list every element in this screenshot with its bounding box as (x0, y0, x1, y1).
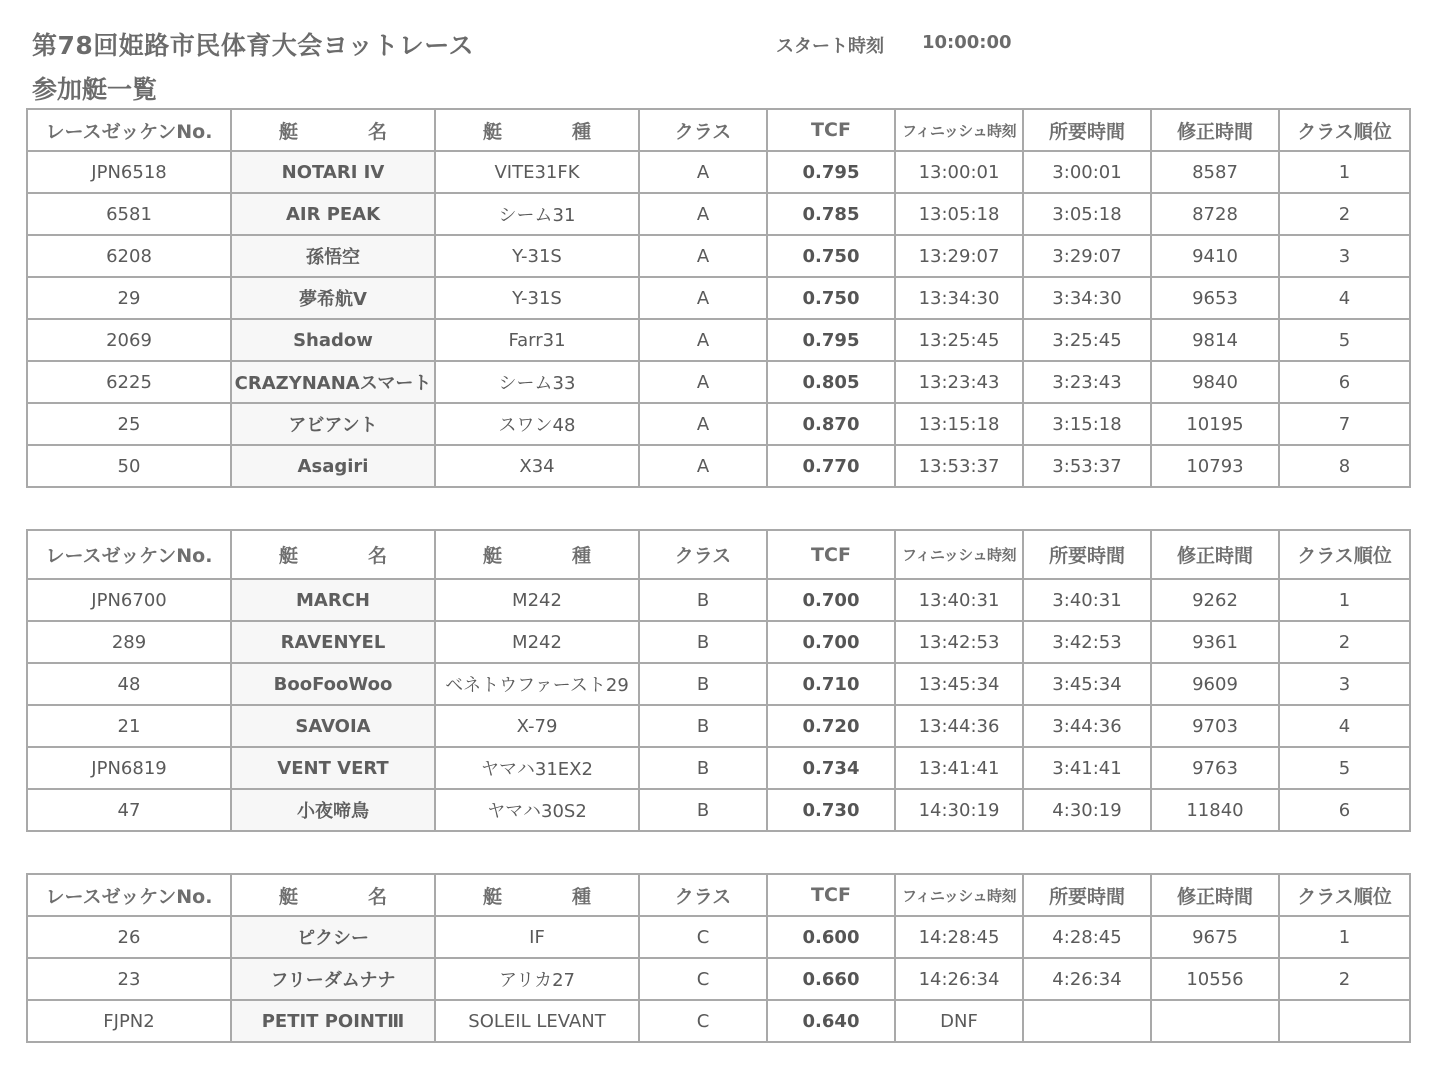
header-boat-type: 艇 種 (435, 874, 639, 916)
cell-tcf: 0.770 (767, 445, 895, 487)
cell-boat-type: アリカ27 (435, 958, 639, 1000)
cell-number: 6581 (27, 193, 231, 235)
start-time-label: スタート時刻 (776, 36, 884, 57)
cell-number: JPN6700 (27, 579, 231, 621)
cell-number: FJPN2 (27, 1000, 231, 1042)
cell-elapsed-time: 3:25:45 (1023, 319, 1151, 361)
cell-tcf: 0.805 (767, 361, 895, 403)
cell-boat-type: IF (435, 916, 639, 958)
cell-class: A (639, 319, 767, 361)
header-finish: フィニッシュ時刻 (895, 874, 1023, 916)
cell-tcf: 0.700 (767, 579, 895, 621)
header-boat-name: 艇 名 (231, 109, 435, 151)
cell-boat-type: スワン48 (435, 403, 639, 445)
cell-boat-type: VITE31FK (435, 151, 639, 193)
cell-class-rank: 2 (1279, 193, 1410, 235)
cell-elapsed-time: 3:29:07 (1023, 235, 1151, 277)
cell-boat-type: Y-31S (435, 277, 639, 319)
header-tcf: TCF (767, 109, 895, 151)
header-boat-name: 艇 名 (231, 530, 435, 579)
cell-finish-time: 13:42:53 (895, 621, 1023, 663)
cell-class: C (639, 958, 767, 1000)
cell-boat-name: SAVOIA (231, 705, 435, 747)
cell-elapsed-time: 3:41:41 (1023, 747, 1151, 789)
cell-boat-name: RAVENYEL (231, 621, 435, 663)
cell-boat-name: ピクシー (231, 916, 435, 958)
cell-boat-type: ヤマハ31EX2 (435, 747, 639, 789)
table-row (27, 319, 1410, 361)
cell-number: 6208 (27, 235, 231, 277)
cell-corrected-time: 9763 (1151, 747, 1279, 789)
cell-corrected-time: 9675 (1151, 916, 1279, 958)
cell-finish-time: DNF (895, 1000, 1023, 1042)
table-row (27, 916, 1410, 958)
header-elapsed: 所要時間 (1023, 109, 1151, 151)
cell-elapsed-time: 3:45:34 (1023, 663, 1151, 705)
cell-class-rank: 8 (1279, 445, 1410, 487)
page-title: 第78回姫路市民体育大会ヨットレース (32, 31, 475, 60)
cell-boat-type: M242 (435, 621, 639, 663)
table-row (27, 1000, 1410, 1042)
header-tcf: TCF (767, 874, 895, 916)
cell-boat-type: ベネトウファースト29 (435, 663, 639, 705)
cell-boat-type: Y-31S (435, 235, 639, 277)
cell-finish-time: 14:30:19 (895, 789, 1023, 831)
table-header-row (27, 109, 1410, 151)
header-corrected: 修正時間 (1151, 530, 1279, 579)
cell-elapsed-time (1023, 1000, 1151, 1042)
cell-corrected-time: 9703 (1151, 705, 1279, 747)
table-row (27, 445, 1410, 487)
cell-class: A (639, 235, 767, 277)
cell-class: A (639, 403, 767, 445)
cell-class-rank: 3 (1279, 663, 1410, 705)
cell-number: 2069 (27, 319, 231, 361)
cell-class-rank (1279, 1000, 1410, 1042)
cell-class-rank: 4 (1279, 277, 1410, 319)
cell-finish-time: 13:44:36 (895, 705, 1023, 747)
header-number: レースゼッケンNo. (27, 874, 231, 916)
cell-boat-name: 孫悟空 (231, 235, 435, 277)
cell-tcf: 0.785 (767, 193, 895, 235)
cell-tcf: 0.730 (767, 789, 895, 831)
cell-elapsed-time: 3:44:36 (1023, 705, 1151, 747)
header-corrected: 修正時間 (1151, 109, 1279, 151)
header-class: クラス (639, 109, 767, 151)
cell-boat-name: NOTARI IV (231, 151, 435, 193)
header-finish: フィニッシュ時刻 (895, 109, 1023, 151)
cell-boat-name: PETIT POINTⅢ (231, 1000, 435, 1042)
header-finish: フィニッシュ時刻 (895, 530, 1023, 579)
header-number: レースゼッケンNo. (27, 109, 231, 151)
cell-number: 25 (27, 403, 231, 445)
page-subtitle: 参加艇一覧 (32, 75, 158, 104)
cell-class-rank: 6 (1279, 361, 1410, 403)
cell-corrected-time: 10195 (1151, 403, 1279, 445)
cell-class: C (639, 916, 767, 958)
cell-boat-type: Farr31 (435, 319, 639, 361)
cell-class: A (639, 361, 767, 403)
cell-elapsed-time: 3:05:18 (1023, 193, 1151, 235)
start-time-value: 10:00:00 (922, 32, 1012, 53)
cell-corrected-time: 10793 (1151, 445, 1279, 487)
header-rank: クラス順位 (1279, 874, 1410, 916)
results-table-class-b (26, 529, 1411, 832)
cell-number: 50 (27, 445, 231, 487)
table-row (27, 663, 1410, 705)
cell-corrected-time: 9609 (1151, 663, 1279, 705)
header-boat-type: 艇 種 (435, 530, 639, 579)
cell-tcf: 0.734 (767, 747, 895, 789)
cell-boat-name: 小夜啼鳥 (231, 789, 435, 831)
cell-tcf: 0.795 (767, 151, 895, 193)
cell-boat-name: AIR PEAK (231, 193, 435, 235)
cell-boat-type: シーム31 (435, 193, 639, 235)
cell-boat-type: ヤマハ30S2 (435, 789, 639, 831)
cell-class-rank: 5 (1279, 747, 1410, 789)
header-elapsed: 所要時間 (1023, 530, 1151, 579)
cell-number: 289 (27, 621, 231, 663)
cell-boat-name: MARCH (231, 579, 435, 621)
cell-boat-type: シーム33 (435, 361, 639, 403)
cell-class-rank: 1 (1279, 151, 1410, 193)
cell-corrected-time: 9840 (1151, 361, 1279, 403)
cell-boat-type: X-79 (435, 705, 639, 747)
cell-boat-name: CRAZYNANAスマート (231, 361, 435, 403)
cell-corrected-time (1151, 1000, 1279, 1042)
header-elapsed: 所要時間 (1023, 874, 1151, 916)
header-class: クラス (639, 530, 767, 579)
results-table-class-a (26, 108, 1411, 488)
cell-class: A (639, 445, 767, 487)
table-row (27, 151, 1410, 193)
table-header-row (27, 874, 1410, 916)
header-class: クラス (639, 874, 767, 916)
cell-finish-time: 13:15:18 (895, 403, 1023, 445)
cell-finish-time: 13:45:34 (895, 663, 1023, 705)
cell-corrected-time: 8728 (1151, 193, 1279, 235)
cell-class: C (639, 1000, 767, 1042)
cell-finish-time: 13:40:31 (895, 579, 1023, 621)
cell-number: 26 (27, 916, 231, 958)
cell-corrected-time: 8587 (1151, 151, 1279, 193)
cell-class-rank: 3 (1279, 235, 1410, 277)
cell-boat-type: SOLEIL LEVANT (435, 1000, 639, 1042)
cell-boat-name: BooFooWoo (231, 663, 435, 705)
cell-corrected-time: 9410 (1151, 235, 1279, 277)
cell-finish-time: 13:29:07 (895, 235, 1023, 277)
cell-number: 48 (27, 663, 231, 705)
cell-number: 47 (27, 789, 231, 831)
cell-elapsed-time: 4:30:19 (1023, 789, 1151, 831)
table-header-row (27, 530, 1410, 579)
header-tcf: TCF (767, 530, 895, 579)
cell-tcf: 0.710 (767, 663, 895, 705)
cell-finish-time: 13:25:45 (895, 319, 1023, 361)
cell-tcf: 0.720 (767, 705, 895, 747)
header-rank: クラス順位 (1279, 530, 1410, 579)
cell-class: B (639, 747, 767, 789)
header-number: レースゼッケンNo. (27, 530, 231, 579)
table-row (27, 193, 1410, 235)
cell-elapsed-time: 4:26:34 (1023, 958, 1151, 1000)
cell-elapsed-time: 3:53:37 (1023, 445, 1151, 487)
cell-tcf: 0.640 (767, 1000, 895, 1042)
cell-tcf: 0.700 (767, 621, 895, 663)
cell-class: B (639, 579, 767, 621)
table-row (27, 705, 1410, 747)
cell-finish-time: 13:00:01 (895, 151, 1023, 193)
cell-class: B (639, 621, 767, 663)
cell-elapsed-time: 3:00:01 (1023, 151, 1151, 193)
table-row (27, 277, 1410, 319)
cell-class: A (639, 151, 767, 193)
cell-number: 29 (27, 277, 231, 319)
cell-number: JPN6518 (27, 151, 231, 193)
cell-class-rank: 5 (1279, 319, 1410, 361)
cell-tcf: 0.660 (767, 958, 895, 1000)
table-row (27, 403, 1410, 445)
cell-tcf: 0.600 (767, 916, 895, 958)
cell-number: 21 (27, 705, 231, 747)
cell-finish-time: 13:05:18 (895, 193, 1023, 235)
header-corrected: 修正時間 (1151, 874, 1279, 916)
cell-boat-name: フリーダムナナ (231, 958, 435, 1000)
cell-finish-time: 13:23:43 (895, 361, 1023, 403)
cell-class-rank: 1 (1279, 579, 1410, 621)
cell-tcf: 0.750 (767, 277, 895, 319)
cell-elapsed-time: 3:34:30 (1023, 277, 1151, 319)
cell-class-rank: 4 (1279, 705, 1410, 747)
header-boat-type: 艇 種 (435, 109, 639, 151)
table-row (27, 361, 1410, 403)
cell-class-rank: 1 (1279, 916, 1410, 958)
table-row (27, 235, 1410, 277)
cell-class-rank: 2 (1279, 621, 1410, 663)
cell-class: A (639, 277, 767, 319)
table-row (27, 621, 1410, 663)
cell-tcf: 0.750 (767, 235, 895, 277)
cell-boat-name: Shadow (231, 319, 435, 361)
cell-class: B (639, 705, 767, 747)
cell-boat-name: アビアント (231, 403, 435, 445)
cell-number: 23 (27, 958, 231, 1000)
cell-class: A (639, 193, 767, 235)
header-rank: クラス順位 (1279, 109, 1410, 151)
cell-finish-time: 14:28:45 (895, 916, 1023, 958)
cell-boat-name: VENT VERT (231, 747, 435, 789)
cell-number: JPN6819 (27, 747, 231, 789)
cell-boat-type: M242 (435, 579, 639, 621)
cell-boat-name: Asagiri (231, 445, 435, 487)
cell-elapsed-time: 3:42:53 (1023, 621, 1151, 663)
table-row (27, 579, 1410, 621)
cell-class-rank: 6 (1279, 789, 1410, 831)
table-row (27, 958, 1410, 1000)
cell-finish-time: 14:26:34 (895, 958, 1023, 1000)
cell-corrected-time: 9262 (1151, 579, 1279, 621)
cell-corrected-time: 10556 (1151, 958, 1279, 1000)
cell-elapsed-time: 4:28:45 (1023, 916, 1151, 958)
table-row (27, 747, 1410, 789)
cell-class-rank: 2 (1279, 958, 1410, 1000)
cell-boat-type: X34 (435, 445, 639, 487)
cell-elapsed-time: 3:23:43 (1023, 361, 1151, 403)
header-boat-name: 艇 名 (231, 874, 435, 916)
cell-class: B (639, 663, 767, 705)
cell-corrected-time: 9653 (1151, 277, 1279, 319)
cell-elapsed-time: 3:40:31 (1023, 579, 1151, 621)
cell-corrected-time: 9814 (1151, 319, 1279, 361)
table-row (27, 789, 1410, 831)
results-table-class-c (26, 873, 1411, 1043)
cell-corrected-time: 9361 (1151, 621, 1279, 663)
cell-class-rank: 7 (1279, 403, 1410, 445)
cell-number: 6225 (27, 361, 231, 403)
cell-tcf: 0.795 (767, 319, 895, 361)
cell-corrected-time: 11840 (1151, 789, 1279, 831)
cell-elapsed-time: 3:15:18 (1023, 403, 1151, 445)
cell-finish-time: 13:41:41 (895, 747, 1023, 789)
cell-finish-time: 13:34:30 (895, 277, 1023, 319)
cell-tcf: 0.870 (767, 403, 895, 445)
cell-boat-name: 夢希航Ⅴ (231, 277, 435, 319)
cell-finish-time: 13:53:37 (895, 445, 1023, 487)
cell-class: B (639, 789, 767, 831)
